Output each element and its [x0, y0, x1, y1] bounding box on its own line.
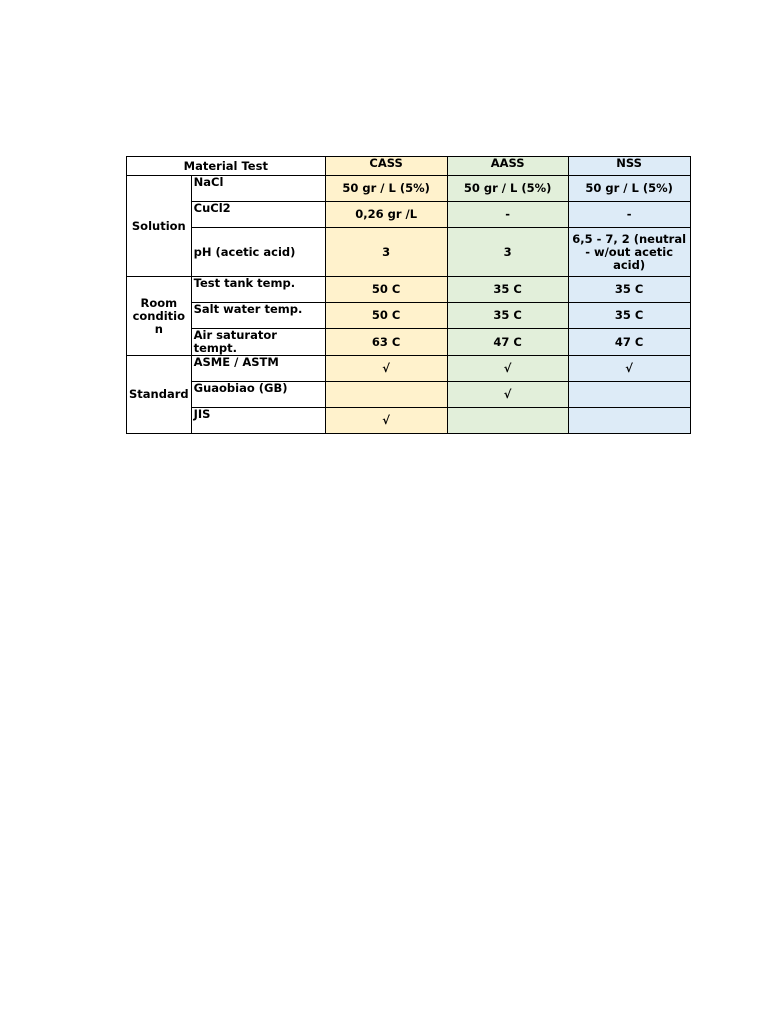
cell-nss: 35 C — [568, 303, 690, 329]
cell-cass: 0,26 gr /L — [325, 202, 447, 228]
cell-cass: 63 C — [325, 329, 447, 356]
cell-aass — [447, 408, 568, 434]
cell-cass: √ — [325, 408, 447, 434]
header-material-test: Material Test — [127, 157, 326, 176]
cell-aass: 3 — [447, 228, 568, 277]
cell-nss — [568, 408, 690, 434]
table-row — [127, 202, 691, 228]
cell-cass: 50 C — [325, 277, 447, 303]
cell-aass: √ — [447, 356, 568, 382]
row-parameter: NaCl — [191, 176, 325, 202]
row-parameter: Guaobiao (GB) — [191, 382, 325, 408]
row-parameter: pH (acetic acid) — [191, 228, 325, 277]
material-test-table — [126, 156, 691, 434]
cell-aass: 35 C — [447, 277, 568, 303]
cell-nss: 50 gr / L (5%) — [568, 176, 690, 202]
cell-nss: √ — [568, 356, 690, 382]
row-parameter: Test tank temp. — [191, 277, 325, 303]
cell-aass: 50 gr / L (5%) — [447, 176, 568, 202]
table-row — [127, 356, 691, 382]
cell-aass: √ — [447, 382, 568, 408]
table-header-row — [127, 157, 691, 176]
header-nss: NSS — [568, 157, 690, 176]
cell-nss: 6,5 - 7, 2 (neutral - w/out acetic acid) — [568, 228, 690, 277]
table-row — [127, 303, 691, 329]
row-parameter: Salt water temp. — [191, 303, 325, 329]
cell-cass: 50 C — [325, 303, 447, 329]
table-row — [127, 277, 691, 303]
cell-aass: 47 C — [447, 329, 568, 356]
group-label-standard: Standard — [127, 356, 192, 434]
table-row — [127, 382, 691, 408]
cell-nss — [568, 382, 690, 408]
group-label-room-condition: Room condition — [127, 277, 192, 356]
cell-cass: √ — [325, 356, 447, 382]
header-aass: AASS — [447, 157, 568, 176]
row-parameter: JIS — [191, 408, 325, 434]
row-parameter: ASME / ASTM — [191, 356, 325, 382]
table-row — [127, 408, 691, 434]
cell-aass: 35 C — [447, 303, 568, 329]
row-parameter: CuCl2 — [191, 202, 325, 228]
cell-cass: 50 gr / L (5%) — [325, 176, 447, 202]
table-row — [127, 228, 691, 277]
cell-aass: - — [447, 202, 568, 228]
cell-cass — [325, 382, 447, 408]
table-row — [127, 329, 691, 356]
cell-nss: 35 C — [568, 277, 690, 303]
cell-nss: 47 C — [568, 329, 690, 356]
header-cass: CASS — [325, 157, 447, 176]
cell-cass: 3 — [325, 228, 447, 277]
table-row — [127, 176, 691, 202]
row-parameter: Air saturator tempt. — [191, 329, 325, 356]
cell-nss: - — [568, 202, 690, 228]
group-label-solution: Solution — [127, 176, 192, 277]
